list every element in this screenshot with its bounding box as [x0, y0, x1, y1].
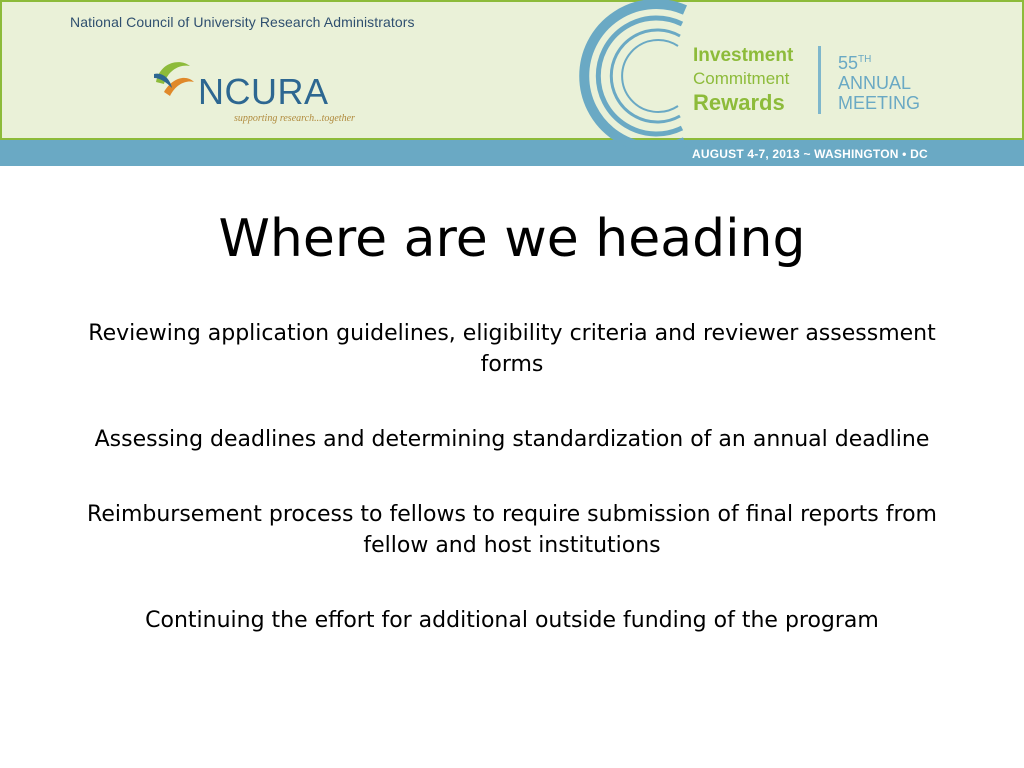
meeting-theme-investment: Investment: [693, 45, 794, 66]
annual-meeting-label: [838, 50, 920, 113]
bullet-item: Reviewing application guidelines, eligibility criteria and reviewer assessment forms: [88, 321, 936, 377]
annual-word: ANNUAL: [838, 73, 912, 93]
tagline-suffix: together: [321, 113, 355, 124]
annual-number: 55: [838, 53, 859, 73]
tagline-prefix: supporting research...: [234, 113, 322, 124]
meeting-rings-icon: [570, 0, 690, 166]
banner-divider: [818, 46, 821, 114]
annual-suffix: TH: [858, 54, 872, 65]
meeting-dates: AUGUST 4-7, 2013 ~ WASHINGTON • DC: [692, 147, 928, 161]
bullet-item: Continuing the effort for additional outside funding of the program: [145, 608, 879, 633]
slide-bullet-list: [80, 318, 944, 636]
organization-name: National Council of University Research Administrators: [70, 14, 415, 30]
meeting-word: MEETING: [838, 93, 921, 113]
bullet-item: Assessing deadlines and determining standardization of an annual deadline: [94, 427, 930, 452]
ncura-tagline: [234, 113, 355, 124]
meeting-theme-commitment: Commitment: [693, 69, 790, 88]
ncura-logo-text: NCURA: [198, 71, 329, 112]
meeting-theme-rewards: Rewards: [693, 90, 785, 115]
slide-title: Where are we heading: [218, 209, 806, 269]
bullet-item: Reimbursement process to fellows to require submission of final reports from fellow and host institutions: [87, 502, 937, 558]
ncura-logo-icon: [150, 52, 198, 100]
